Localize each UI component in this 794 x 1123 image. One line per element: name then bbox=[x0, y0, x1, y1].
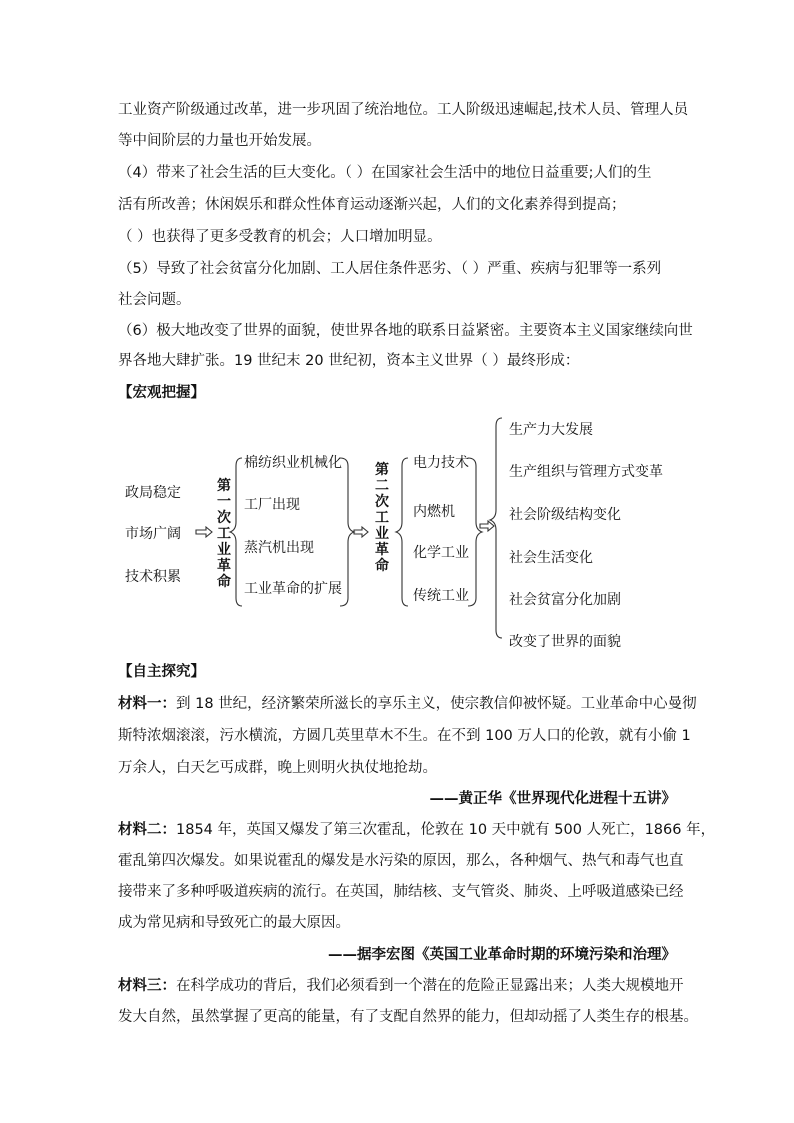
intro-line-2: 等中间阶层的力量也开始发展。 bbox=[118, 133, 321, 149]
material-1-line-2: 斯特浓烟滚滚，污水横流，方圆几英里草木不生。在不到 100 万人口的伦敦，就有小偷 1 bbox=[118, 728, 691, 744]
industrial-revolution-diagram bbox=[118, 410, 678, 660]
effect-item: 生产力大发展 bbox=[509, 422, 593, 438]
material-3-line-2: 发大自然，虽然掌握了更高的能量，有了支配自然界的能力，但却动摇了人类生存的根基。 bbox=[118, 1009, 698, 1025]
cause-item: 技术积累 bbox=[125, 569, 181, 585]
second-revolution-label: 第二次工业革命 bbox=[375, 462, 389, 574]
section-heading-explore: 【自主探究】 bbox=[118, 664, 205, 680]
cause-item: 政局稳定 bbox=[125, 485, 181, 501]
material-1-line-1: 材料一：到 18 世纪，经济繁荣所滋长的享乐主义，使宗教信仰被怀疑。工业革命中心曼彻 bbox=[118, 696, 697, 712]
first-revolution-item: 工业革命的扩展 bbox=[244, 581, 342, 597]
material-2-line-4: 成为常见病和导致死亡的最大原因。 bbox=[118, 915, 350, 931]
first-revolution-item: 棉纺织业机械化 bbox=[244, 455, 342, 471]
material-3-line-1: 材料三：在科学成功的背后，我们必须看到一个潜在的危险正显露出来；人类大规模地开 bbox=[118, 978, 684, 994]
material-2-line-2: 霍乱第四次爆发。如果说霍乱的爆发是水污染的原因，那么，各种烟气、热气和毒气也直 bbox=[118, 853, 684, 869]
material-1-label: 材料一： bbox=[118, 696, 176, 712]
intro-line-1: 工业资产阶级通过改革，进一步巩固了统治地位。工人阶级迅速崛起,技术人员、管理人员 bbox=[118, 102, 689, 118]
item-4-line-1: （4）带来了社会生活的巨大变化。（ ）在国家社会生活中的地位日益重要;人们的生 bbox=[118, 165, 652, 181]
item-5-line-2: 社会问题。 bbox=[118, 292, 191, 308]
material-1-line-3: 万余人，白天乞丐成群，晚上则明火执仗地抢劫。 bbox=[118, 760, 437, 776]
first-revolution-label: 第一次工业革命 bbox=[217, 478, 231, 590]
brace-icon bbox=[396, 458, 408, 606]
material-2-line-1: 材料二：1854 年，英国又爆发了第三次霍乱，伦敦在 10 天中就有 500 人死亡，1866 年， bbox=[118, 822, 716, 838]
first-revolution-item: 蒸汽机出现 bbox=[244, 540, 314, 556]
material-2-label: 材料二： bbox=[118, 822, 176, 838]
item-4-line-3: （ ）也获得了更多受教育的机会；人口增加明显。 bbox=[118, 229, 442, 245]
material-2-line-3: 接带来了多种呼吸道疾病的流行。在英国，肺结核、支气管炎、肺炎、上呼吸道感染已经 bbox=[118, 884, 684, 900]
diagram-lines bbox=[118, 410, 678, 660]
arrow-icon bbox=[480, 521, 494, 531]
item-5-line-1: （5）导致了社会贫富分化加剧、工人居住条件恶劣、（ ）严重、疾病与犯罪等一系列 bbox=[118, 261, 662, 277]
second-revolution-item: 电力技术 bbox=[413, 455, 469, 471]
second-revolution-item: 化学工业 bbox=[413, 545, 469, 561]
brace-icon bbox=[468, 458, 482, 606]
brace-icon bbox=[340, 458, 354, 606]
effect-item: 改变了世界的面貌 bbox=[509, 634, 621, 650]
cause-item: 市场广阔 bbox=[125, 526, 181, 542]
material-2-source: ——据李宏图《英国工业革命时期的环境污染和治理》 bbox=[328, 947, 676, 963]
effect-item: 社会阶级结构变化 bbox=[509, 507, 621, 523]
item-4-line-2: 活有所改善；休闲娱乐和群众性体育运动逐渐兴起，人们的文化素养得到提高； bbox=[118, 197, 626, 213]
item-6-line-1: （6）极大地改变了世界的面貌，使世界各地的联系日益紧密。主要资本主义国家继续向世 bbox=[118, 323, 693, 339]
second-revolution-item: 传统工业 bbox=[413, 588, 469, 604]
material-1-source: ——黄正华《世界现代化进程十五讲》 bbox=[429, 791, 676, 807]
arrow-icon bbox=[354, 527, 368, 537]
effect-item: 社会贫富分化加剧 bbox=[509, 592, 621, 608]
item-6-line-2: 界各地大肆扩张。19 世纪末 20 世纪初，资本主义世界（ ）最终形成： bbox=[118, 353, 580, 369]
first-revolution-item: 工厂出现 bbox=[244, 497, 300, 513]
effect-item: 生产组织与管理方式变革 bbox=[509, 464, 663, 480]
arrow-icon bbox=[196, 527, 212, 537]
second-revolution-item: 内燃机 bbox=[413, 504, 455, 520]
section-heading-macro: 【宏观把握】 bbox=[118, 385, 205, 401]
effect-item: 社会生活变化 bbox=[509, 550, 593, 566]
material-3-label: 材料三： bbox=[118, 978, 176, 994]
